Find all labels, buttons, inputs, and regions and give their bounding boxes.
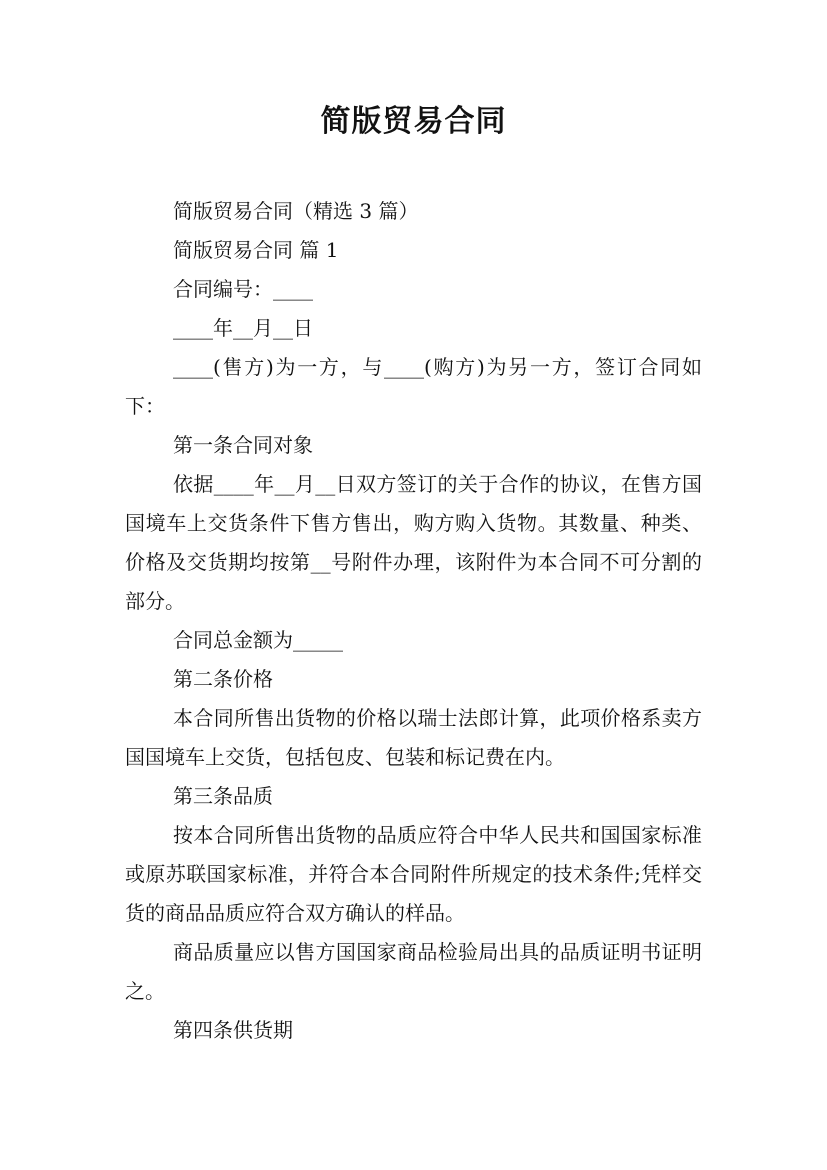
paragraph-date: ____年__月__日 [173, 316, 313, 340]
total-amount-line: 合同总金额为_____ [173, 628, 343, 652]
article-2-body: 本合同所售出货物的价格以瑞士法郎计算，此项价格系卖方国国境车上交货，包括包皮、包装和标记费在内。 [125, 706, 702, 769]
article-2-heading: 第二条价格 [173, 667, 273, 691]
article-4-heading: 第四条供货期 [173, 1018, 293, 1042]
article-1-body: 依据____年__月__日双方签订的关于合作的协议，在售方国国境车上交货条件下售方售出，购方购入货物。其数量、种类、价格及交货期均按第__号附件办理，该附件为本合同不可分割的部分。 [125, 472, 702, 613]
paragraph-contract-number: 合同编号：____ [173, 277, 313, 301]
document-title: 简版贸易合同 [320, 104, 507, 139]
article-3-heading: 第三条品质 [173, 784, 273, 808]
article-3-body: 按本合同所售出货物的品质应符合中华人民共和国国家标准或原苏联国家标准，并符合本合同附件所规定的技术条件;凭样交货的商品品质应符合双方确认的样品。 [125, 823, 702, 925]
paragraph-section-heading: 简版贸易合同 篇 1 [173, 238, 339, 262]
paragraph-subtitle: 简版贸易合同（精选 3 篇） [173, 199, 419, 223]
article-1-heading: 第一条合同对象 [173, 433, 313, 457]
article-3-certificate: 商品质量应以售方国国家商品检验局出具的品质证明书证明之。 [125, 940, 702, 1003]
paragraph-parties: ____(售方)为一方，与____(购方)为另一方，签订合同如下： [125, 355, 702, 418]
document-body [125, 192, 702, 1050]
